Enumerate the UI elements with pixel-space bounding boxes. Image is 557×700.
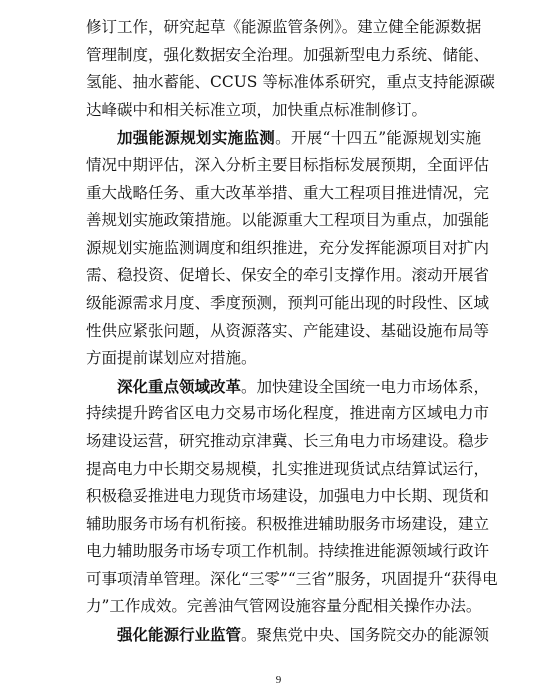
text-line [86, 483, 490, 511]
text-line [86, 400, 490, 428]
line-text: 源规划实施监测调度和组织推进，充分发挥能源项目对扩内 [86, 238, 490, 257]
text-line [86, 14, 481, 42]
text-line [86, 180, 490, 208]
line-text: 可事项清单管理。深化“三零”“三省”服务，巩固提升“获得电 [86, 569, 498, 588]
text-line [86, 235, 490, 263]
line-text: 管理制度，强化数据安全治理。加强新型电力系统、储能、 [86, 45, 490, 64]
line-text: 情况中期评估，深入分析主要目标指标发展预期，全面评估 [86, 155, 490, 174]
line-text: 性供应紧张问题，从资源落实、产能建设、基础设施布局等 [86, 321, 490, 340]
line-text: 达峰碳中和相关标准立项，加快重点标准制修订。 [86, 100, 428, 119]
line-text: 氢能、抽水蓄能、CCUS 等标准体系研究，重点支持能源碳 [86, 73, 495, 92]
text-line [86, 262, 490, 290]
line-text: 持续提升跨省区电力交易市场化程度，推进南方区域电力市 [86, 404, 490, 423]
line-text: 重大战略任务、重大改革举措、重大工程项目推进情况，完 [86, 183, 490, 202]
text-line [86, 290, 490, 318]
line-text: 方面提前谋划应对措施。 [86, 349, 257, 368]
line-text: 提高电力中长期交易规模，扎实推进现货试点结算试运行， [86, 459, 490, 478]
section-heading: 深化重点领域改革 [117, 376, 242, 396]
text-line [86, 318, 490, 346]
line-text: 电力辅助服务市场专项工作机制。持续推进能源领域行政许 [86, 542, 490, 561]
text-line [86, 593, 481, 621]
line-text: 辅助服务市场有机衔接。积极推进辅助服务市场建设，建立 [86, 514, 490, 533]
text-line [86, 97, 481, 125]
section-heading: 强化能源行业监管 [117, 625, 242, 645]
text-line [86, 373, 490, 401]
line-text: 。加快建设全国统一电力市场体系， [241, 377, 490, 396]
page-number: 9 [275, 674, 282, 686]
line-text: 善规划实施政策措施。以能源重大工程项目为重点，加强能 [86, 211, 490, 230]
line-text: 积极稳妥推进电力现货市场建设，加强电力中长期、现货和 [86, 487, 490, 506]
text-line [86, 566, 498, 594]
section-heading: 加强能源规划实施监测 [117, 128, 276, 148]
text-line [86, 428, 490, 456]
text-line [86, 42, 490, 70]
line-text: 力”工作成效。完善油气管网设施容量分配相关操作办法。 [86, 597, 482, 616]
text-line [86, 152, 490, 180]
line-text: 级能源需求月度、季度预测，预判可能出现的时段性、区域 [86, 293, 490, 312]
line-text: 。开展“十四五”能源规划实施 [275, 129, 481, 148]
body-text [86, 14, 498, 649]
line-text: 。聚焦党中央、国务院交办的能源领 [241, 626, 490, 645]
text-line [86, 124, 481, 152]
line-text: 场建设运营，研究推动京津冀、长三角电力市场建设。稳步 [86, 431, 490, 450]
text-line [86, 511, 490, 539]
text-line [86, 456, 490, 484]
text-line [86, 538, 490, 566]
text-line [86, 621, 490, 649]
line-text: 修订工作，研究起草《能源监管条例》。建立健全能源数据 [86, 18, 482, 36]
text-line [86, 69, 495, 97]
line-text: 需、稳投资、促增长、保安全的牵引支撑作用。滚动开展省 [86, 266, 490, 285]
text-line [86, 345, 481, 373]
text-line [86, 207, 490, 235]
